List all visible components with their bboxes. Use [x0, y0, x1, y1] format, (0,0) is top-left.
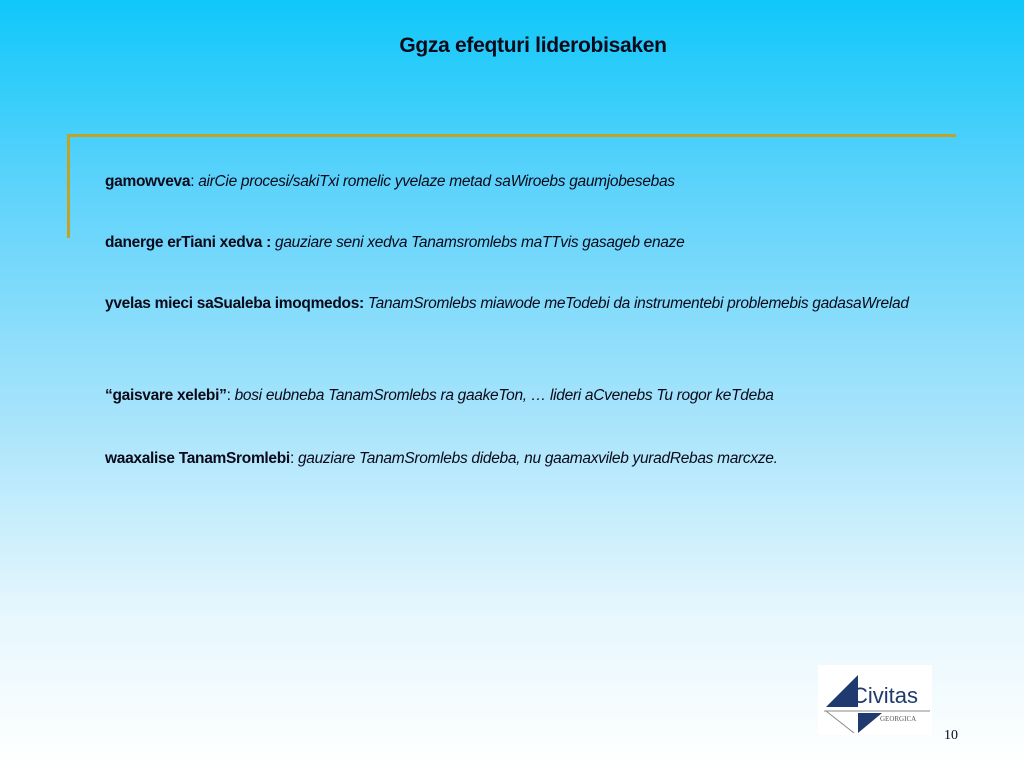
bullet-item: [105, 288, 965, 320]
slide-title: Ggza efeqturi liderobisaken: [399, 34, 667, 57]
item-description: TanamSromlebs miawode meTodebi da instrumentebi problemebis gadasaWrelad: [367, 295, 909, 312]
bullet-item: [105, 380, 965, 412]
item-description: bosi eubneba TanamSromlebs ra gaakeTon, … lideri aCvenebs Tu rogor keTdeba: [234, 387, 774, 404]
civitas-georgica-logo: [818, 665, 932, 735]
decorative-vertical-rule: [67, 134, 70, 238]
item-separator: :: [190, 173, 199, 190]
item-separator: :: [226, 387, 235, 404]
bullet-item: [105, 227, 965, 259]
bullet-item: [105, 443, 965, 475]
item-term: waaxalise TanamSromlebi: [105, 450, 290, 467]
item-term: yvelas mieci saSualeba imoqmedos:: [105, 295, 364, 312]
svg-text:Civitas: Civitas: [852, 683, 919, 708]
item-description: gauziare TanamSromlebs dideba, nu gaamaxvileb yuradRebas marcxze.: [297, 450, 778, 467]
logo-mark-icon: [818, 665, 932, 735]
page-number: 10: [944, 728, 958, 743]
item-separator: :: [289, 450, 298, 467]
decorative-horizontal-rule: [67, 134, 956, 137]
svg-text:GEORGICA: GEORGICA: [880, 715, 917, 723]
item-term: “gaisvare xelebi”: [105, 387, 227, 404]
bullet-item: [105, 166, 965, 198]
item-term: danerge erTiani xedva :: [105, 234, 271, 251]
item-description: gauziare seni xedva Tanamsromlebs maTTvis gasageb enaze: [275, 234, 685, 251]
item-description: airCie procesi/sakiTxi romelic yvelaze metad saWiroebs gaumjobesebas: [198, 173, 675, 190]
item-term: gamowveva: [105, 173, 191, 190]
